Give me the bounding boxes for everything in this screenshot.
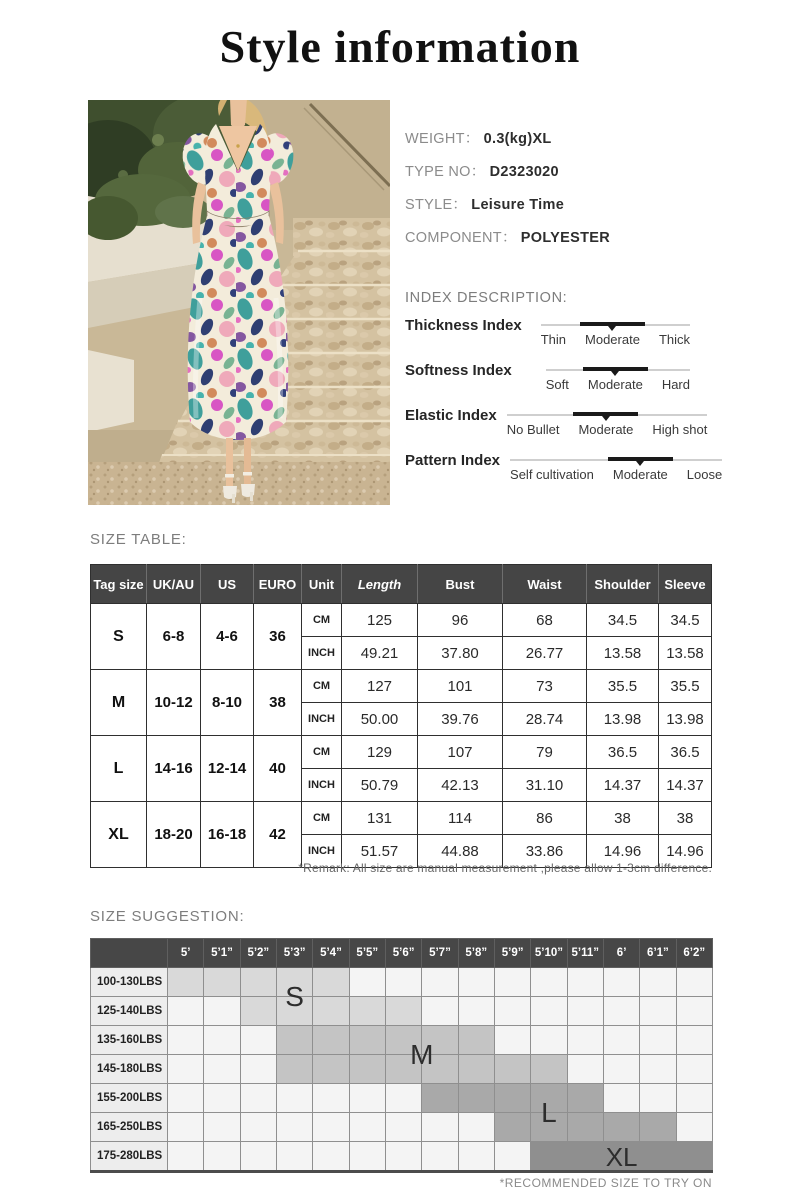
size-table-cell: INCH [302, 703, 342, 736]
grid-cell [676, 968, 712, 997]
product-details [405, 130, 610, 262]
recommended-cell-L [640, 1113, 676, 1142]
weight-row-header: 135-160LBS [91, 1026, 168, 1055]
height-col-header: 5’3” [276, 939, 312, 968]
recommended-cell-L [567, 1113, 603, 1142]
height-col-header: 6’ [603, 939, 639, 968]
index-scale [510, 457, 722, 482]
index-level: No Bullet [506, 422, 560, 437]
recommended-cell-S [240, 968, 276, 997]
detail-value: D2323020 [489, 164, 559, 180]
index-level: Soft [545, 377, 569, 392]
size-table-cell: 13.98 [659, 703, 712, 736]
size-table-row [91, 604, 712, 637]
size-table-cell: 13.98 [587, 703, 659, 736]
grid-cell [313, 1084, 349, 1113]
height-col-header: 5’8” [458, 939, 494, 968]
size-table-cell: 39.76 [418, 703, 503, 736]
recommended-cell-S [313, 968, 349, 997]
detail-value: Leisure Time [471, 197, 565, 213]
index-row-pattern [405, 452, 723, 487]
grid-cell [313, 1113, 349, 1142]
size-table-cell: 31.10 [503, 769, 587, 802]
grid-cell [603, 1026, 639, 1055]
index-level: Thin [540, 332, 567, 347]
index-level-selected: Moderate [587, 377, 643, 392]
recommended-note: *RECOMMENDED SIZE TO TRY ON [499, 1176, 712, 1190]
grid-cell [567, 1055, 603, 1084]
size-table-header-row [91, 565, 712, 604]
size-table-cell: 125 [342, 604, 418, 637]
grid-cell [385, 968, 421, 997]
size-table-col-header: UK/AU [147, 565, 201, 604]
size-table-cell: 8-10 [201, 670, 254, 736]
index-scale [541, 322, 690, 347]
size-table-cell: 35.5 [587, 670, 659, 703]
grid-cell [349, 1084, 385, 1113]
grid-cell [603, 997, 639, 1026]
recommended-cell-M [276, 1055, 312, 1084]
size-table-cell: 14-16 [147, 736, 201, 802]
index-level-selected: Moderate [612, 467, 668, 482]
detail-label: TYPE NO： [405, 164, 486, 180]
grid-cell [276, 1084, 312, 1113]
recommended-cell-L [458, 1084, 494, 1113]
dress-photo-illustration [88, 100, 390, 505]
detail-component [405, 229, 610, 248]
size-table-cell: 26.77 [503, 637, 587, 670]
size-table-cell: 36.5 [659, 736, 712, 769]
grid-cell [276, 1113, 312, 1142]
recommended-cell-S [204, 968, 240, 997]
size-table-cell: 86 [503, 802, 587, 835]
size-table-cell: INCH [302, 637, 342, 670]
index-name: Pattern Index [405, 452, 501, 469]
size-table-col-header: Bust [418, 565, 503, 604]
height-col-header: 5’11” [567, 939, 603, 968]
grid-cell [204, 1142, 240, 1172]
size-zone-letter-XL: XL [605, 1141, 638, 1172]
size-table-cell: 129 [342, 736, 418, 769]
size-table-cell: 42 [254, 802, 302, 868]
size-suggestion-row [91, 1142, 713, 1172]
grid-cell [422, 1142, 458, 1172]
size-table-cell: 101 [418, 670, 503, 703]
weight-row-header: 100-130LBS [91, 968, 168, 997]
detail-value: POLYESTER [520, 230, 610, 246]
grid-cell [494, 1142, 530, 1172]
height-col-header: 5’4” [313, 939, 349, 968]
grid-cell [531, 1026, 567, 1055]
index-row-softness [405, 362, 690, 397]
size-table-cell: 14.37 [587, 769, 659, 802]
grid-cell [349, 968, 385, 997]
size-table-col-header: Waist [503, 565, 587, 604]
grid-cell [422, 968, 458, 997]
size-table-cell: XL [91, 802, 147, 868]
height-col-header: 6’2” [676, 939, 712, 968]
grid-cell [422, 997, 458, 1026]
grid-cell [240, 1113, 276, 1142]
index-level-selected: Moderate [585, 332, 640, 347]
recommended-cell-S [313, 997, 349, 1026]
height-col-header: 5’6” [385, 939, 421, 968]
size-table-cell: 37.80 [418, 637, 503, 670]
grid-cell [676, 1055, 712, 1084]
size-table-col-header: Unit [302, 565, 342, 604]
grid-cell [204, 1055, 240, 1084]
grid-cell [240, 1026, 276, 1055]
grid-cell [204, 1026, 240, 1055]
size-suggestion-row [91, 997, 713, 1026]
size-table-row [91, 670, 712, 703]
product-photo [88, 100, 390, 505]
recommended-cell-M [313, 1026, 349, 1055]
recommended-cell-M [422, 1055, 458, 1084]
size-table-cell: 73 [503, 670, 587, 703]
recommended-cell-L [494, 1113, 530, 1142]
detail-value: 0.3(kg)XL [483, 131, 552, 147]
grid-cell [240, 1055, 276, 1084]
grid-cell [276, 1142, 312, 1172]
size-table-cell: 38 [254, 670, 302, 736]
size-table-cell: CM [302, 802, 342, 835]
recommended-cell-M [313, 1055, 349, 1084]
grid-cell [458, 997, 494, 1026]
recommended-cell-S [168, 968, 204, 997]
size-table-cell: L [91, 736, 147, 802]
size-table-cell: 127 [342, 670, 418, 703]
grid-cell [676, 1084, 712, 1113]
size-table-cell: 12-14 [201, 736, 254, 802]
size-suggestion-row [91, 968, 713, 997]
recommended-cell-M [422, 1026, 458, 1055]
size-table-cell: S [91, 604, 147, 670]
recommended-cell-XL [603, 1142, 639, 1172]
index-name: Softness Index [405, 362, 512, 379]
grid-cell [204, 997, 240, 1026]
weight-row-header: 145-180LBS [91, 1055, 168, 1084]
grid-cell [494, 1026, 530, 1055]
index-name: Elastic Index [405, 407, 497, 424]
index-row-elastic [405, 407, 708, 442]
size-table-cell: 16-18 [201, 802, 254, 868]
index-level: Thick [658, 332, 690, 347]
height-col-header: 6’1” [640, 939, 676, 968]
size-table-cell: 34.5 [587, 604, 659, 637]
size-table-cell: 10-12 [147, 670, 201, 736]
grid-cell [567, 1026, 603, 1055]
grid-cell [240, 1142, 276, 1172]
size-table-cell: 14.37 [659, 769, 712, 802]
recommended-cell-XL [676, 1142, 712, 1172]
recommended-cell-L [531, 1113, 567, 1142]
grid-cell [531, 968, 567, 997]
height-col-header: 5’10” [531, 939, 567, 968]
size-table-cell: 107 [418, 736, 503, 769]
grid-cell [168, 1084, 204, 1113]
height-col-header: 5’7” [422, 939, 458, 968]
recommended-cell-M [458, 1026, 494, 1055]
grid-cell [640, 1026, 676, 1055]
detail-weight [405, 130, 610, 149]
recommended-cell-M [531, 1055, 567, 1084]
size-table-cell: 40 [254, 736, 302, 802]
grid-cell [168, 1026, 204, 1055]
recommended-cell-L [422, 1084, 458, 1113]
index-scale [507, 412, 708, 437]
index-name: Thickness Index [405, 317, 522, 334]
size-suggestion-row [91, 1084, 713, 1113]
size-table-col-header: Tag size [91, 565, 147, 604]
size-table-cell: 13.58 [659, 637, 712, 670]
size-table-cell: 4-6 [201, 604, 254, 670]
size-suggestion-chart [90, 938, 712, 1173]
size-table-cell: 96 [418, 604, 503, 637]
grid-cell [349, 1142, 385, 1172]
grid-cell [240, 1084, 276, 1113]
size-suggestion-corner-cell [91, 939, 168, 968]
height-col-header: 5’ [168, 939, 204, 968]
recommended-cell-M [276, 1026, 312, 1055]
grid-cell [640, 968, 676, 997]
size-table-cell: INCH [302, 835, 342, 868]
index-description [405, 290, 723, 502]
weight-row-header: 175-280LBS [91, 1142, 168, 1172]
size-table-col-header: Shoulder [587, 565, 659, 604]
size-table-cell: 36 [254, 604, 302, 670]
recommended-cell-S [276, 997, 312, 1026]
size-table-cell: 114 [418, 802, 503, 835]
recommended-cell-M [494, 1055, 530, 1084]
size-suggestion-table [90, 938, 713, 1173]
weight-row-header: 125-140LBS [91, 997, 168, 1026]
detail-type-no [405, 163, 610, 182]
size-table-cell: 35.5 [659, 670, 712, 703]
size-table-col-header: Length [342, 565, 418, 604]
size-table-cell: 36.5 [587, 736, 659, 769]
size-table-cell: 51.57 [342, 835, 418, 868]
grid-cell [567, 997, 603, 1026]
size-table-cell: INCH [302, 769, 342, 802]
size-table-col-header: US [201, 565, 254, 604]
size-table-cell: 68 [503, 604, 587, 637]
weight-row-header: 165-250LBS [91, 1113, 168, 1142]
grid-cell [603, 1055, 639, 1084]
recommended-cell-M [349, 1026, 385, 1055]
size-table-row [91, 736, 712, 769]
recommended-cell-S [385, 997, 421, 1026]
size-table-cell: 34.5 [659, 604, 712, 637]
grid-cell [168, 1055, 204, 1084]
detail-label: WEIGHT： [405, 131, 480, 147]
recommended-cell-XL [640, 1142, 676, 1172]
size-table-cell: CM [302, 736, 342, 769]
grid-cell [422, 1113, 458, 1142]
size-table-cell: 28.74 [503, 703, 587, 736]
recommended-cell-S [276, 968, 312, 997]
recommended-cell-M [385, 1026, 421, 1055]
grid-cell [603, 1084, 639, 1113]
size-table-cell: 131 [342, 802, 418, 835]
size-table-cell: 38 [659, 802, 712, 835]
size-table-cell: 6-8 [147, 604, 201, 670]
size-table [90, 564, 712, 868]
grid-cell [168, 1142, 204, 1172]
size-zone-letter-M: M [410, 1038, 434, 1070]
recommended-cell-XL [531, 1142, 567, 1172]
detail-label: STYLE： [405, 197, 468, 213]
size-table-cell: 33.86 [503, 835, 587, 868]
size-table-row [91, 802, 712, 835]
size-table-cell: CM [302, 670, 342, 703]
detail-label: COMPONENT： [405, 230, 517, 246]
recommended-cell-M [458, 1055, 494, 1084]
size-table-cell: 49.21 [342, 637, 418, 670]
size-table-cell: M [91, 670, 147, 736]
grid-cell [640, 997, 676, 1026]
size-table-cell: 42.13 [418, 769, 503, 802]
size-suggestion-heading: SIZE SUGGESTION: [90, 908, 245, 925]
grid-cell [385, 1142, 421, 1172]
height-col-header: 5’5” [349, 939, 385, 968]
size-table-cell: 50.79 [342, 769, 418, 802]
size-table-cell: CM [302, 604, 342, 637]
height-col-header: 5’9” [494, 939, 530, 968]
grid-cell [567, 968, 603, 997]
detail-style [405, 196, 610, 215]
size-table-cell: 18-20 [147, 802, 201, 868]
size-suggestion-row [91, 1113, 713, 1142]
grid-cell [458, 968, 494, 997]
grid-cell [204, 1113, 240, 1142]
index-level: High shot [652, 422, 708, 437]
recommended-cell-L [494, 1084, 530, 1113]
grid-cell [458, 1113, 494, 1142]
index-level: Loose [686, 467, 723, 482]
grid-cell [494, 997, 530, 1026]
index-scale [546, 367, 690, 392]
recommended-cell-XL [567, 1142, 603, 1172]
size-table-cell: 13.58 [587, 637, 659, 670]
weight-row-header: 155-200LBS [91, 1084, 168, 1113]
recommended-cell-L [531, 1084, 567, 1113]
grid-cell [640, 1055, 676, 1084]
size-table-cell: 50.00 [342, 703, 418, 736]
index-level: Self cultivation [510, 467, 594, 482]
index-level-selected: Moderate [578, 422, 634, 437]
size-suggestion-header-row [91, 939, 713, 968]
size-table-col-header: EURO [254, 565, 302, 604]
size-table-cell: 38 [587, 802, 659, 835]
size-table-heading: SIZE TABLE: [90, 531, 187, 548]
recommended-cell-M [349, 1055, 385, 1084]
size-suggestion-row [91, 1026, 713, 1055]
size-table-cell: 14.96 [587, 835, 659, 868]
grid-cell [313, 1142, 349, 1172]
grid-cell [349, 1113, 385, 1142]
grid-cell [204, 1084, 240, 1113]
recommended-cell-M [385, 1055, 421, 1084]
index-level: Hard [661, 377, 690, 392]
index-description-heading: INDEX DESCRIPTION: [405, 290, 568, 306]
grid-cell [168, 1113, 204, 1142]
grid-cell [676, 997, 712, 1026]
recommended-cell-L [603, 1113, 639, 1142]
size-table-remark: *Remark: All size are manual measurement ,please allow 1-3cm difference. [298, 861, 712, 875]
grid-cell [168, 997, 204, 1026]
recommended-cell-L [567, 1084, 603, 1113]
grid-cell [385, 1084, 421, 1113]
grid-cell [458, 1142, 494, 1172]
size-table-col-header: Sleeve [659, 565, 712, 604]
size-zone-letter-L: L [541, 1096, 557, 1128]
page-title: Style information [219, 21, 581, 72]
size-suggestion-row [91, 1055, 713, 1084]
size-zone-letter-S: S [285, 980, 304, 1012]
grid-cell [385, 1113, 421, 1142]
height-col-header: 5’2” [240, 939, 276, 968]
size-table-cell: 44.88 [418, 835, 503, 868]
grid-cell [676, 1026, 712, 1055]
size-table-cell: 79 [503, 736, 587, 769]
index-row-thickness [405, 317, 690, 352]
height-col-header: 5’1” [204, 939, 240, 968]
grid-cell [603, 968, 639, 997]
grid-cell [494, 968, 530, 997]
size-table-cell: 14.96 [659, 835, 712, 868]
grid-cell [676, 1113, 712, 1142]
recommended-cell-S [240, 997, 276, 1026]
grid-cell [531, 997, 567, 1026]
grid-cell [640, 1084, 676, 1113]
recommended-cell-S [349, 997, 385, 1026]
